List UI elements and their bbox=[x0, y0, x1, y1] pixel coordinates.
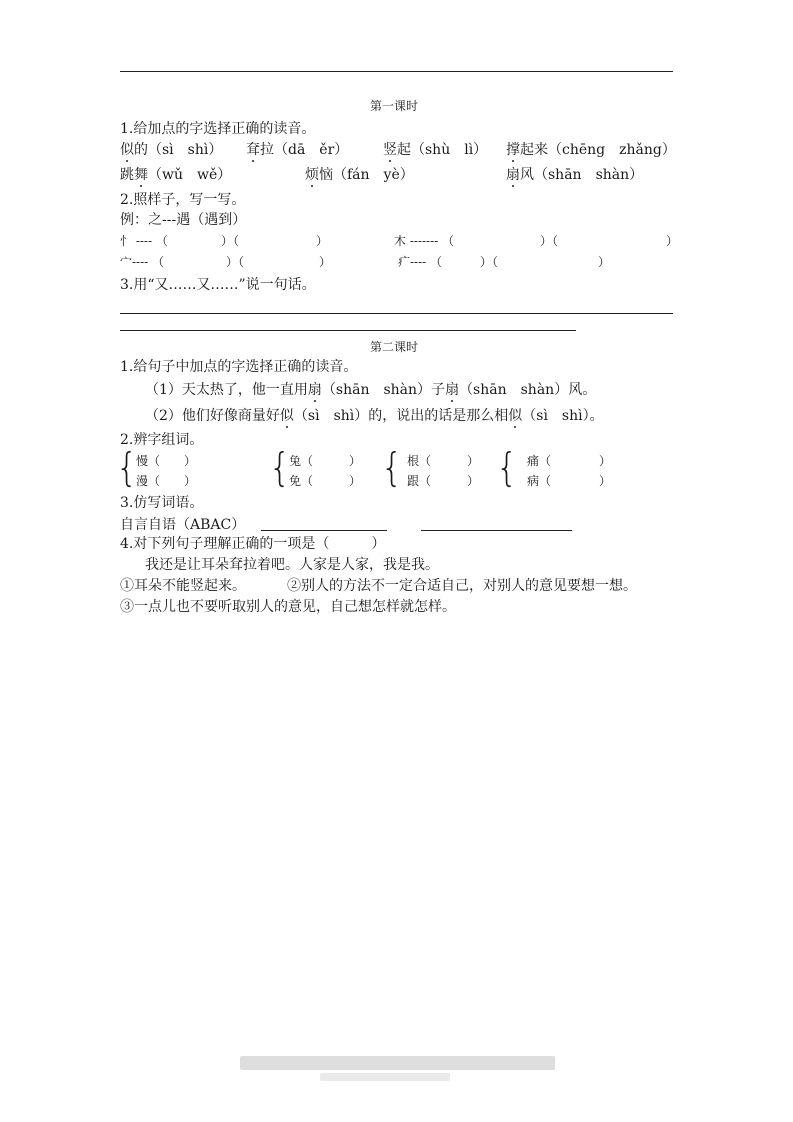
word-group-top: 根（ ） bbox=[407, 454, 480, 468]
word-group-bottom: 免（ ） bbox=[289, 474, 362, 488]
dotted-char: 撑 bbox=[506, 142, 520, 158]
lesson1-q3-heading: 3.用“又……又……”说一句话。 bbox=[120, 277, 316, 293]
sentence-1: （1）天太热了，他一直用扇（shān shàn）子扇（shān shàn）风。 bbox=[145, 382, 597, 398]
lesson1-title: 第一课时 bbox=[370, 99, 419, 113]
sentence-2: （2）他们好像商量好似（sì shì）的，说出的话是那么相似（sì shì）。 bbox=[145, 408, 604, 424]
option-3[interactable]: ③一点儿也不要听取别人的意见，自己想怎样就怎样。 bbox=[120, 599, 456, 615]
word-group-bottom: 病（ ） bbox=[527, 474, 612, 488]
word-group-top: 慢（ ） bbox=[136, 454, 197, 468]
dotted-char: 烦 bbox=[305, 167, 319, 183]
brace-icon: { bbox=[496, 445, 518, 492]
word-group-bottom: 跟（ ） bbox=[407, 474, 480, 488]
q1-item: 似的（sì shì） bbox=[120, 142, 223, 158]
q1-item: 耷拉（dā ěr） bbox=[246, 142, 349, 158]
lesson2-q2-heading: 2.辨字组词。 bbox=[120, 432, 204, 448]
word-group-top: 痛（ ） bbox=[527, 454, 612, 468]
q1-item: 扇风（shān shàn） bbox=[506, 167, 644, 183]
dotted-char: 扇 bbox=[506, 167, 520, 183]
abac-label: 自言自语（ABAC） bbox=[120, 517, 246, 533]
radical-item: ） bbox=[598, 255, 611, 269]
brace-icon: { bbox=[381, 445, 403, 492]
dotted-char: 扇 bbox=[307, 382, 322, 398]
radical-item: ） bbox=[666, 234, 679, 248]
dotted-char: 扇 bbox=[445, 382, 460, 398]
dotted-char: 似 bbox=[120, 142, 134, 158]
radical-item: ）（ bbox=[480, 255, 499, 269]
brace-icon: { bbox=[269, 445, 291, 492]
radical-item: 疒---- （ bbox=[398, 255, 443, 269]
footer-watermark bbox=[320, 1073, 450, 1081]
answer-blank[interactable] bbox=[261, 530, 387, 531]
word-group-top: 兔（ ） bbox=[289, 454, 362, 468]
answer-blank[interactable] bbox=[421, 530, 572, 531]
option-2[interactable]: ②别人的方法不一定合适自己，对别人的意见要想一想。 bbox=[287, 578, 637, 594]
lesson2-q4-heading: 4.对下列句子理解正确的一项是（ ） bbox=[120, 536, 386, 552]
word-group-bottom: 漫（ ） bbox=[136, 474, 197, 488]
header-rule bbox=[120, 71, 673, 72]
option-1[interactable]: ①耳朵不能竖起来。 bbox=[120, 578, 246, 594]
q1-item: 撑起来（chēng zhǎng） bbox=[506, 142, 676, 158]
dotted-char: 耷 bbox=[246, 142, 260, 158]
dotted-char: 似 bbox=[508, 408, 523, 424]
dotted-char: 竖 bbox=[383, 142, 397, 158]
quote-sentence: 我还是让耳朵耷拉着吧。人家是人家，我是我。 bbox=[145, 557, 439, 573]
q1-item: 跳舞（wǔ wě） bbox=[120, 167, 232, 183]
radical-item: ）（ bbox=[221, 234, 240, 248]
lesson2-title: 第二课时 bbox=[370, 340, 419, 354]
answer-line[interactable] bbox=[120, 313, 673, 314]
dotted-char: 似 bbox=[279, 408, 294, 424]
q1-item: 竖起（shù lì） bbox=[383, 142, 488, 158]
q1-item: 烦恼（fán yè） bbox=[305, 167, 414, 183]
dotted-char: 舞 bbox=[134, 167, 148, 183]
radical-item: 宀---- （ bbox=[120, 255, 165, 269]
radical-item: 忄 ---- （ bbox=[120, 234, 168, 248]
lesson2-q3-heading: 3.仿写词语。 bbox=[120, 495, 204, 511]
example-line: 例：之---遇（遇到） bbox=[120, 212, 247, 228]
lesson2-q1-heading: 1.给句子中加点的字选择正确的读音。 bbox=[120, 359, 358, 375]
radical-item: ）（ bbox=[226, 255, 245, 269]
lesson1-q1-heading: 1.给加点的字选择正确的读音。 bbox=[120, 121, 316, 137]
footer-watermark bbox=[240, 1056, 555, 1070]
lesson1-q2-heading: 2.照样子，写一写。 bbox=[120, 192, 246, 208]
radical-item: ） bbox=[319, 255, 332, 269]
answer-line[interactable] bbox=[120, 330, 576, 331]
brace-icon: { bbox=[116, 445, 138, 492]
radical-item: 木 ------- （ bbox=[394, 234, 455, 248]
radical-item: ）（ bbox=[540, 234, 559, 248]
radical-item: ） bbox=[316, 234, 329, 248]
